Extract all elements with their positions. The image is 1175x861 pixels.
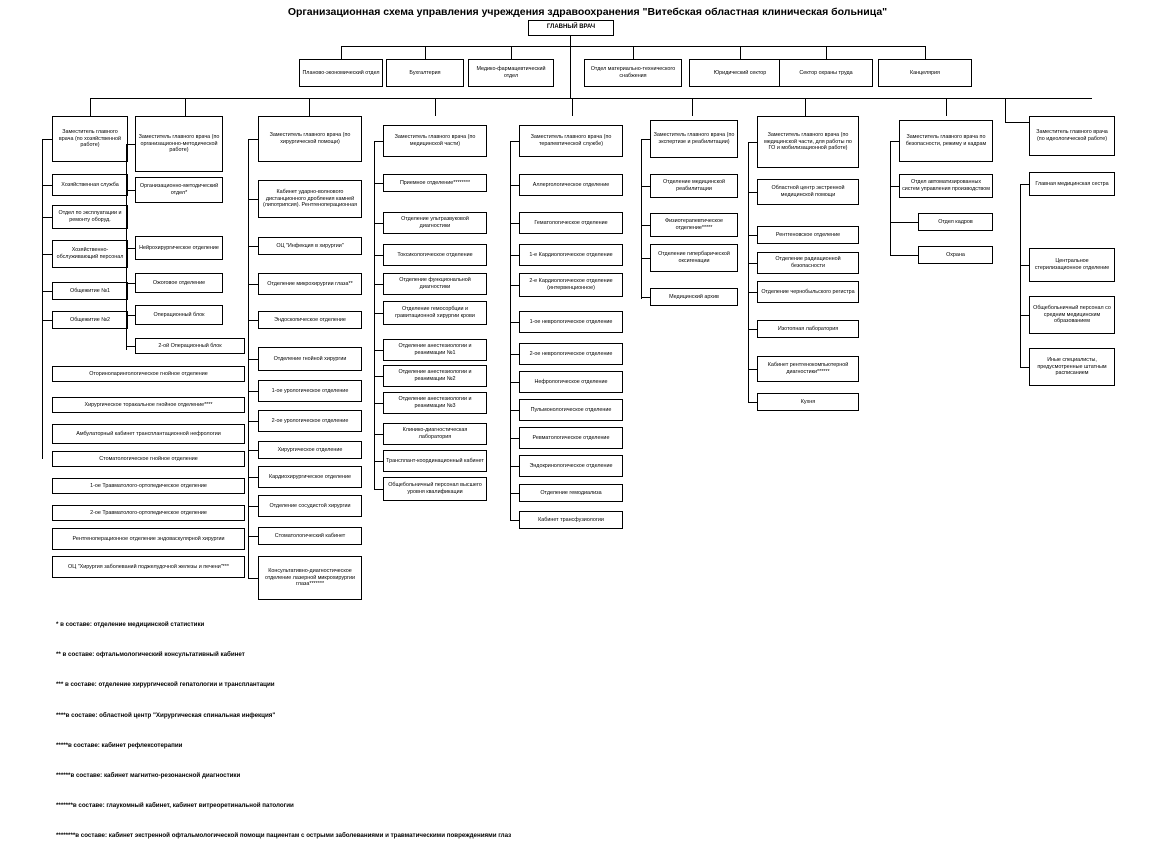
connector	[374, 350, 383, 351]
connector	[42, 139, 43, 459]
connector	[248, 199, 258, 200]
connector	[374, 489, 383, 490]
footnote-1: ** в составе: офтальмологический консультативный кабинет	[56, 651, 245, 659]
connector	[248, 359, 258, 360]
node-col6-6: Кухня	[757, 393, 859, 411]
node-col4-6: Нефрологическое отделение	[519, 371, 623, 393]
node-col8-1: Центральное стерилизационное отделение	[1029, 248, 1115, 282]
connector	[946, 98, 947, 116]
connector	[42, 291, 52, 292]
connector	[826, 46, 827, 59]
node-col8-head: Заместитель главного врача (по идеологической работе)	[1029, 116, 1115, 156]
connector	[374, 403, 383, 404]
footnote-5: ******в составе: кабинет магнитно-резонансной диагностики	[56, 771, 241, 779]
connector	[510, 466, 519, 467]
connector	[641, 139, 642, 299]
node-col2-9: Отделение сосудистой хирургии	[258, 495, 362, 517]
connector	[248, 139, 258, 140]
node-col5-1: Физиотерапевтическое отделение*****	[650, 213, 738, 237]
node-col3-4: Отделение гемосорбции и гравитационной хирургии крови	[383, 301, 487, 325]
node-col0-1: Отдел по эксплуатации и ремонту оборуд.	[52, 205, 128, 229]
connector	[126, 190, 135, 191]
node-col7-0: Отдел автоматизированных систем управления производством	[899, 174, 993, 198]
connector	[641, 225, 650, 226]
node-col0-3: Общежитие №1	[52, 282, 128, 300]
connector	[185, 98, 186, 116]
node-root: ГЛАВНЫЙ ВРАЧ	[528, 20, 614, 36]
node-col6-3: Отделение чернобыльского регистра	[757, 281, 859, 303]
connector	[805, 98, 806, 116]
connector	[748, 292, 757, 293]
connector	[641, 258, 650, 259]
connector	[374, 434, 383, 435]
connector	[425, 46, 426, 59]
node-col8-0: Главная медицинская сестра	[1029, 172, 1115, 196]
connector	[341, 46, 342, 59]
node-col2-7: Хирургическое отделение	[258, 441, 362, 459]
node-col5-0: Отделение медицинской реабилитации	[650, 174, 738, 198]
node-col3-0: Приемное отделение********	[383, 174, 487, 192]
node-col6-5: Кабинет рентгенокомпьютерной диагностики******	[757, 356, 859, 382]
connector	[248, 284, 258, 285]
node-wide-travm1: 1-ое Травматолого-ортопедическое отделение	[52, 478, 245, 494]
node-col4-10: Отделение гемодиализа	[519, 484, 623, 502]
node-col3-5: Отделение анестезиологии и реанимации №1	[383, 339, 487, 361]
node-col2-3: Эндоскопическое отделение	[258, 311, 362, 329]
node-wide-travm2: 2-ое Травматолого-ортопедическое отделение	[52, 505, 245, 521]
node-col1-3: Операционный блок	[135, 305, 223, 325]
connector	[641, 186, 650, 187]
node-col3-6: Отделение анестезиологии и реанимации №2	[383, 365, 487, 387]
node-col3-1: Отделение ультразвуковой диагностики	[383, 212, 487, 234]
connector	[126, 144, 127, 350]
node-col7-head: Заместитель главного врача по безопасности, режиму и кадрам	[899, 120, 993, 162]
node-col2-10: Стоматологический кабинет	[258, 527, 362, 545]
node-wide-nefro: Амбулаторный кабинет трансплантационной нефрологии	[52, 424, 245, 444]
connector	[510, 410, 519, 411]
node-top-2: Медико-фармацевтический отдел	[468, 59, 554, 87]
node-col6-0: Областной центр экстренной медицинской помощи	[757, 179, 859, 205]
node-wide-rentgen: Рентгеноперационное отделение эндоваскулярной хирургии	[52, 528, 245, 550]
node-col5-3: Медицинский архив	[650, 288, 738, 306]
node-top-5: Сектор охраны труда	[779, 59, 873, 87]
node-col3-9: Трансплант-координационный кабинет	[383, 450, 487, 472]
node-col8-3: Иные специалисты, предусмотренные штатным расписанием	[1029, 348, 1115, 386]
connector	[248, 246, 258, 247]
connector	[570, 46, 571, 98]
node-col5-2: Отделение гипербарической оксигенации	[650, 244, 738, 272]
connector	[570, 36, 571, 46]
connector	[748, 142, 749, 402]
node-col6-2: Отделение радиационной безопасности	[757, 252, 859, 274]
connector	[1005, 98, 1006, 122]
footnote-4: *****в составе: кабинет рефлексотерапии	[56, 741, 183, 749]
connector	[510, 520, 519, 521]
connector	[374, 223, 383, 224]
node-col4-5: 2-ое неврологическое отделение	[519, 343, 623, 365]
connector	[890, 141, 899, 142]
node-col4-2: 1-е Кардиологическое отделение	[519, 244, 623, 266]
connector	[572, 98, 573, 116]
connector	[42, 254, 52, 255]
node-col3-7: Отделение анестезиологии и реанимации №3	[383, 392, 487, 414]
connector	[1005, 122, 1029, 123]
node-col1-2: Ожоговое отделение	[135, 273, 223, 293]
node-col8-2: Общебольничный персонал со средним медицинским образованием	[1029, 296, 1115, 334]
connector	[748, 235, 757, 236]
node-col2-1: ОЦ "Инфекция в хирургии"	[258, 237, 362, 255]
connector	[511, 46, 512, 59]
connector	[248, 421, 258, 422]
connector	[248, 506, 258, 507]
node-top-4: Юридический сектор	[689, 59, 791, 87]
connector	[90, 98, 91, 116]
footnote-7: ********в составе: кабинет экстренной офтальмологической помощи пациентам с острыми заболеваниями и травматическими повреждениями глаз	[56, 832, 512, 840]
node-wide-oto: Оториноларингологическое гнойное отделение	[52, 366, 245, 382]
connector	[1020, 184, 1021, 367]
connector	[126, 315, 135, 316]
connector	[748, 402, 757, 403]
node-col4-4: 1-ое неврологическое отделение	[519, 311, 623, 333]
node-col0-4: Общежитие №2	[52, 311, 128, 329]
connector	[248, 578, 258, 579]
node-col1-0: Организационно-методический отдел*	[135, 177, 223, 203]
node-col4-7: Пульмонологическое отделение	[519, 399, 623, 421]
node-col3-head: Заместитель главного врача (по медицинской части)	[383, 125, 487, 157]
connector	[510, 382, 519, 383]
node-col4-1: Гематологическое отделение	[519, 212, 623, 234]
footnote-3: ****в составе: областной центр "Хирургическая спинальная инфекция"	[56, 711, 276, 719]
connector	[374, 313, 383, 314]
node-col2-8: Кардиохирургическое отделение	[258, 466, 362, 488]
connector	[309, 98, 310, 116]
node-wide-stom: Стоматологическое гнойное отделение	[52, 451, 245, 467]
connector	[890, 255, 918, 256]
node-wide-torax: Хирургическое торакальное гнойное отделение****	[52, 397, 245, 413]
connector	[510, 354, 519, 355]
connector	[374, 376, 383, 377]
node-col4-11: Кабинет трансфузиологии	[519, 511, 623, 529]
connector	[692, 98, 693, 116]
connector	[42, 217, 52, 218]
connector	[510, 322, 519, 323]
connector	[748, 329, 757, 330]
node-col3-2: Токсикологическое отделение	[383, 244, 487, 266]
connector	[42, 320, 52, 321]
connector	[633, 46, 634, 59]
connector	[1020, 265, 1029, 266]
node-col2-5: 1-ое урологическое отделение	[258, 380, 362, 402]
node-wide-podzhel: ОЦ "Хирургия заболеваний поджелудочной железы и печени"***	[52, 556, 245, 578]
node-col2-6: 2-ое урологическое отделение	[258, 410, 362, 432]
connector	[748, 263, 757, 264]
node-col2-4: Отделение гнойной хирургии	[258, 347, 362, 371]
node-col4-3: 2-е Кардиологическое отделение (интервенционное)	[519, 273, 623, 297]
connector	[748, 369, 757, 370]
node-col6-4: Изотопная лаборатория	[757, 320, 859, 338]
connector	[374, 461, 383, 462]
connector	[1020, 315, 1029, 316]
connector	[126, 144, 135, 145]
node-col1-1: Нейрохирургическое отделение	[135, 236, 223, 260]
connector	[510, 493, 519, 494]
connector	[42, 139, 52, 140]
node-top-0: Планово-экономический отдел	[299, 59, 383, 87]
connector	[890, 222, 918, 223]
node-col3-8: Клинико-диагностическая лаборатория	[383, 423, 487, 445]
connector	[248, 536, 258, 537]
node-col3-3: Отделение функциональной диагностики	[383, 273, 487, 295]
connector	[641, 139, 650, 140]
page-title: Организационная схема управления учреждения здравоохранения "Витебская областная клиническая больница"	[287, 6, 888, 18]
connector	[510, 141, 511, 521]
connector	[510, 141, 519, 142]
node-col6-1: Рентгеновское отделение	[757, 226, 859, 244]
node-col4-8: Ревматологическое отделение	[519, 427, 623, 449]
connector	[248, 450, 258, 451]
connector	[1020, 367, 1029, 368]
node-col4-0: Аллергологическое отделение	[519, 174, 623, 196]
connector	[374, 284, 383, 285]
node-col7-1: Отдел кадров	[918, 213, 993, 231]
connector	[374, 183, 383, 184]
node-col0-2: Хозяйственно-обслуживающий персонал	[52, 240, 128, 268]
node-col4-head: Заместитель главного врача (по терапевтической службе)	[519, 125, 623, 157]
connector	[748, 142, 757, 143]
connector	[740, 46, 741, 59]
node-col1-head: Заместитель главного врача (по организационно-методической работе)	[135, 116, 223, 172]
footnote-0: * в составе: отделение медицинской статистики	[56, 621, 205, 629]
connector	[126, 283, 135, 284]
node-col7-2: Охрана	[918, 246, 993, 264]
connector	[248, 391, 258, 392]
connector	[510, 185, 519, 186]
connector	[510, 255, 519, 256]
connector	[374, 141, 375, 489]
connector	[510, 223, 519, 224]
connector	[890, 186, 899, 187]
node-col2-0: Кабинет ударно-волнового дистанционного дробления камней (липотрипсия). Рентгеноперационная	[258, 180, 362, 218]
connector	[925, 46, 926, 59]
node-col4-9: Эндокринологическое отделение	[519, 455, 623, 477]
connector	[510, 438, 519, 439]
node-col3-10: Общебольничный персонал высшего уровня квалификации	[383, 477, 487, 501]
footnote-6: *******в составе: глаукомный кабинет, кабинет витреоретинальной патологии	[56, 801, 294, 809]
connector	[435, 98, 436, 116]
footnote-2: *** в составе: отделение хирургической гепатологии и трансплантации	[56, 681, 275, 689]
node-col6-head: Заместитель главного врача (по медицинской части, для работы по ГО и мобилизационной работе)	[757, 116, 859, 168]
connector	[126, 248, 135, 249]
connector	[641, 297, 650, 298]
connector	[748, 192, 757, 193]
node-col5-head: Заместитель главного врача (по экспертизе и реабилитации)	[650, 120, 738, 158]
node-col2-2: Отделение микрохирургии глаза**	[258, 273, 362, 295]
connector	[374, 255, 383, 256]
node-top-1: Бухгалтерия	[386, 59, 464, 87]
node-top-3: Отдел материально-технического снабжения	[584, 59, 682, 87]
node-col2-head: Заместитель главного врача (по хирургической помощи)	[258, 116, 362, 162]
node-top-6: Канцелярия	[878, 59, 972, 87]
footnotes	[56, 600, 511, 861]
connector	[90, 98, 1092, 99]
node-col0-0: Хозяйственная служба	[52, 174, 128, 196]
connector	[890, 141, 891, 256]
node-col1-4: 2-ой Операционный блок	[135, 338, 245, 354]
node-col0-head: Заместитель главного врача (по хозяйственной работе)	[52, 116, 128, 162]
node-col2-11: Консультативно-диагностическое отделение лазерной микрохирургии глаза*******	[258, 556, 362, 600]
connector	[248, 477, 258, 478]
connector	[126, 346, 135, 347]
connector	[248, 320, 258, 321]
connector	[42, 185, 52, 186]
connector	[374, 141, 383, 142]
connector	[1020, 184, 1029, 185]
connector	[510, 285, 519, 286]
